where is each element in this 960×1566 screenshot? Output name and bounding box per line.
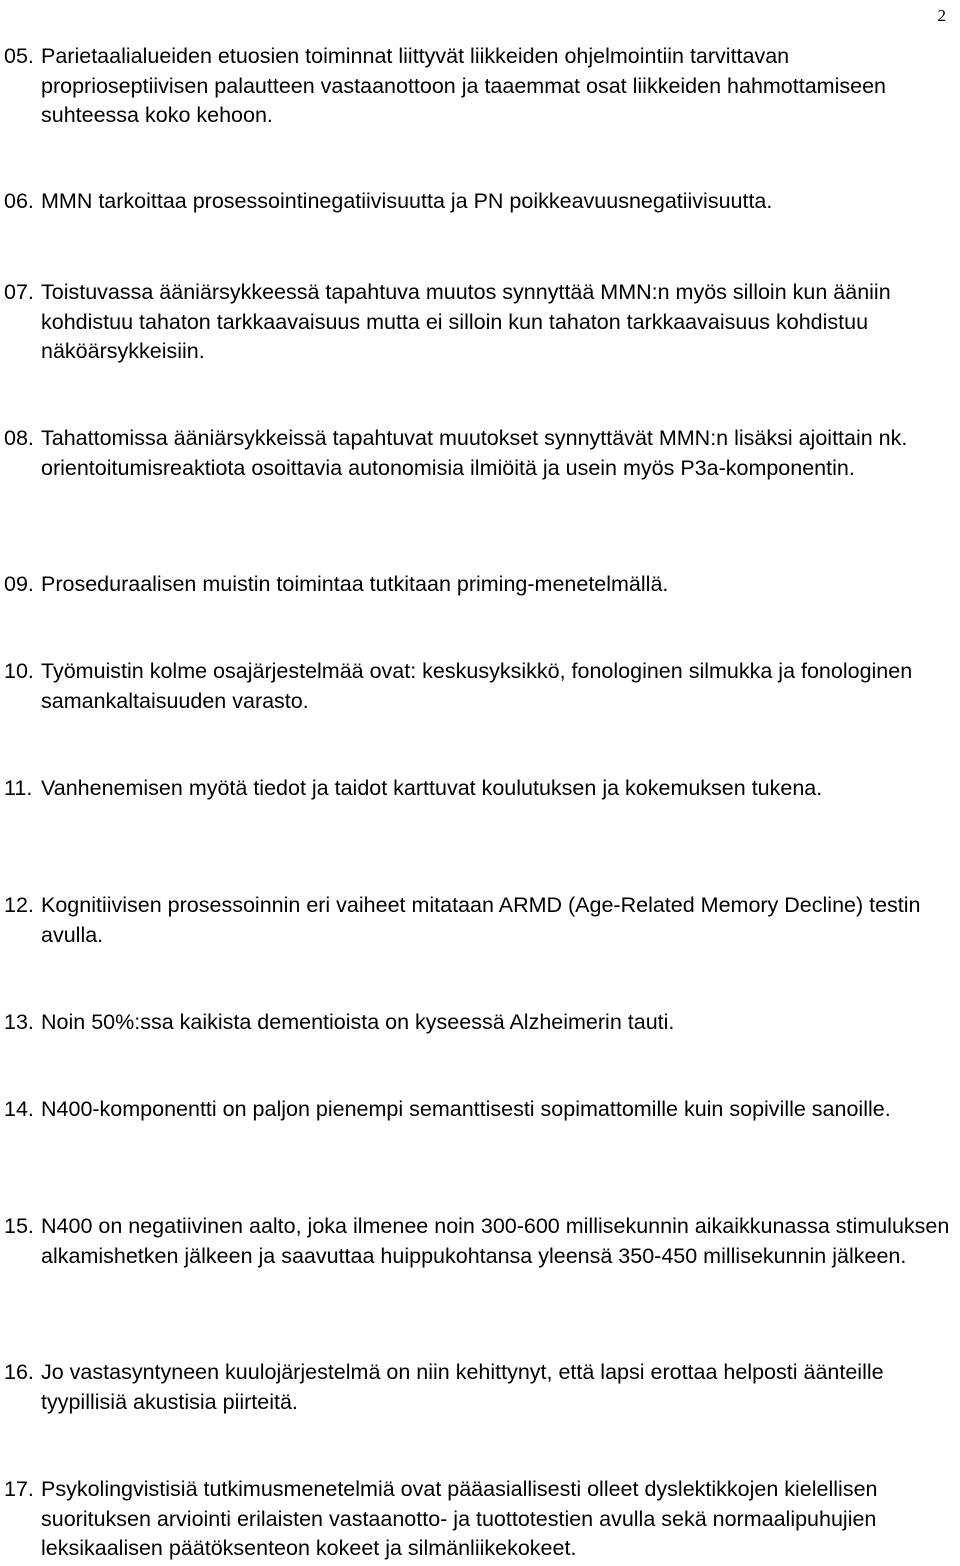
statement-text: Työmuistin kolme osajärjestelmää ovat: keskusyksikkö, fonologinen silmukka ja fonologinen samankaltaisuuden varasto. (41, 659, 913, 713)
statement-item (4, 1008, 954, 1038)
statement-number: 09. (4, 572, 34, 596)
statement-number: 11. (4, 776, 33, 800)
statement-number: 10. (4, 659, 34, 683)
statement-number: 08. (4, 426, 34, 450)
statement-text: MMN tarkoittaa prosessointinegatiivisuutta ja PN poikkeavuusnegatiivisuutta. (41, 189, 773, 213)
statement-text: Parietaalialueiden etuosien toiminnat liittyvät liikkeiden ohjelmointiin tarvittavan proprioseptiivisen palautteen vastaanottoon ja taaemmat osat liikkeiden hahmottamiseen suhteessa koko kehoon. (41, 44, 886, 127)
statement-item (4, 774, 954, 804)
statement-item (4, 570, 954, 600)
statement-number: 06. (4, 189, 34, 213)
statement-item (4, 1358, 954, 1417)
statement-text: Toistuvassa ääniärsykkeessä tapahtuva muutos synnyttää MMN:n myös silloin kun ääniin kohdistuu tahaton tarkkaavaisuus mutta ei silloin kun tahaton tarkkaavaisuus kohdistuu näköärsykkeisiin. (41, 280, 891, 363)
statement-number: 07. (4, 280, 34, 304)
page-number: 2 (937, 6, 946, 25)
statement-item (4, 187, 954, 217)
statement-number: 05. (4, 44, 34, 68)
statement-text: Jo vastasyntyneen kuulojärjestelmä on niin kehittynyt, että lapsi erottaa helposti äänteille tyypillisiä akustisia piirteitä. (41, 1360, 884, 1414)
statement-number: 15. (4, 1214, 34, 1238)
statement-text: Noin 50%:ssa kaikista dementioista on kyseessä Alzheimerin tauti. (41, 1010, 675, 1034)
statement-number: 14. (4, 1097, 34, 1121)
statement-item (4, 891, 954, 950)
statement-text: Vanhenemisen myötä tiedot ja taidot karttuvat koulutuksen ja kokemuksen tukena. (41, 776, 823, 800)
statement-text: Kognitiivisen prosessoinnin eri vaiheet mitataan ARMD (Age-Related Memory Decline) testin avulla. (41, 893, 921, 947)
statement-item (4, 278, 954, 367)
statement-number: 17. (4, 1477, 34, 1501)
statement-item (4, 657, 954, 716)
statement-item (4, 1475, 954, 1564)
statement-number: 12. (4, 893, 34, 917)
statement-text: N400 on negatiivinen aalto, joka ilmenee noin 300-600 millisekunnin aikaikkunassa stimuluksen alkamishetken jälkeen ja saavuttaa huippukohtansa yleensä 350-450 millisekunnin jälkeen. (41, 1214, 950, 1268)
statement-text: N400-komponentti on paljon pienempi semanttisesti sopimattomille kuin sopiville sanoille. (41, 1097, 891, 1121)
statement-item (4, 1212, 954, 1271)
statement-number: 13. (4, 1010, 34, 1034)
statement-text: Psykolingvistisiä tutkimusmenetelmiä ovat pääasiallisesti olleet dyslektikkojen kielellisen suorituksen arviointi erilaisten vastaanotto- ja tuottotestien avulla sekä normaalipuhujien leksikaalisen päätöksenteon kokeet ja silmänliikekokeet. (41, 1477, 878, 1560)
statement-item (4, 1095, 954, 1125)
statement-number: 16. (4, 1360, 34, 1384)
statement-text: Proseduraalisen muistin toimintaa tutkitaan priming-menetelmällä. (41, 572, 669, 596)
statement-item (4, 424, 954, 483)
statement-item (4, 42, 954, 131)
statement-text: Tahattomissa ääniärsykkeissä tapahtuvat muutokset synnyttävät MMN:n lisäksi ajoittain nk. orientoitumisreaktiota osoittavia autonomisia ilmiöitä ja usein myös P3a-komponentin. (41, 426, 908, 480)
